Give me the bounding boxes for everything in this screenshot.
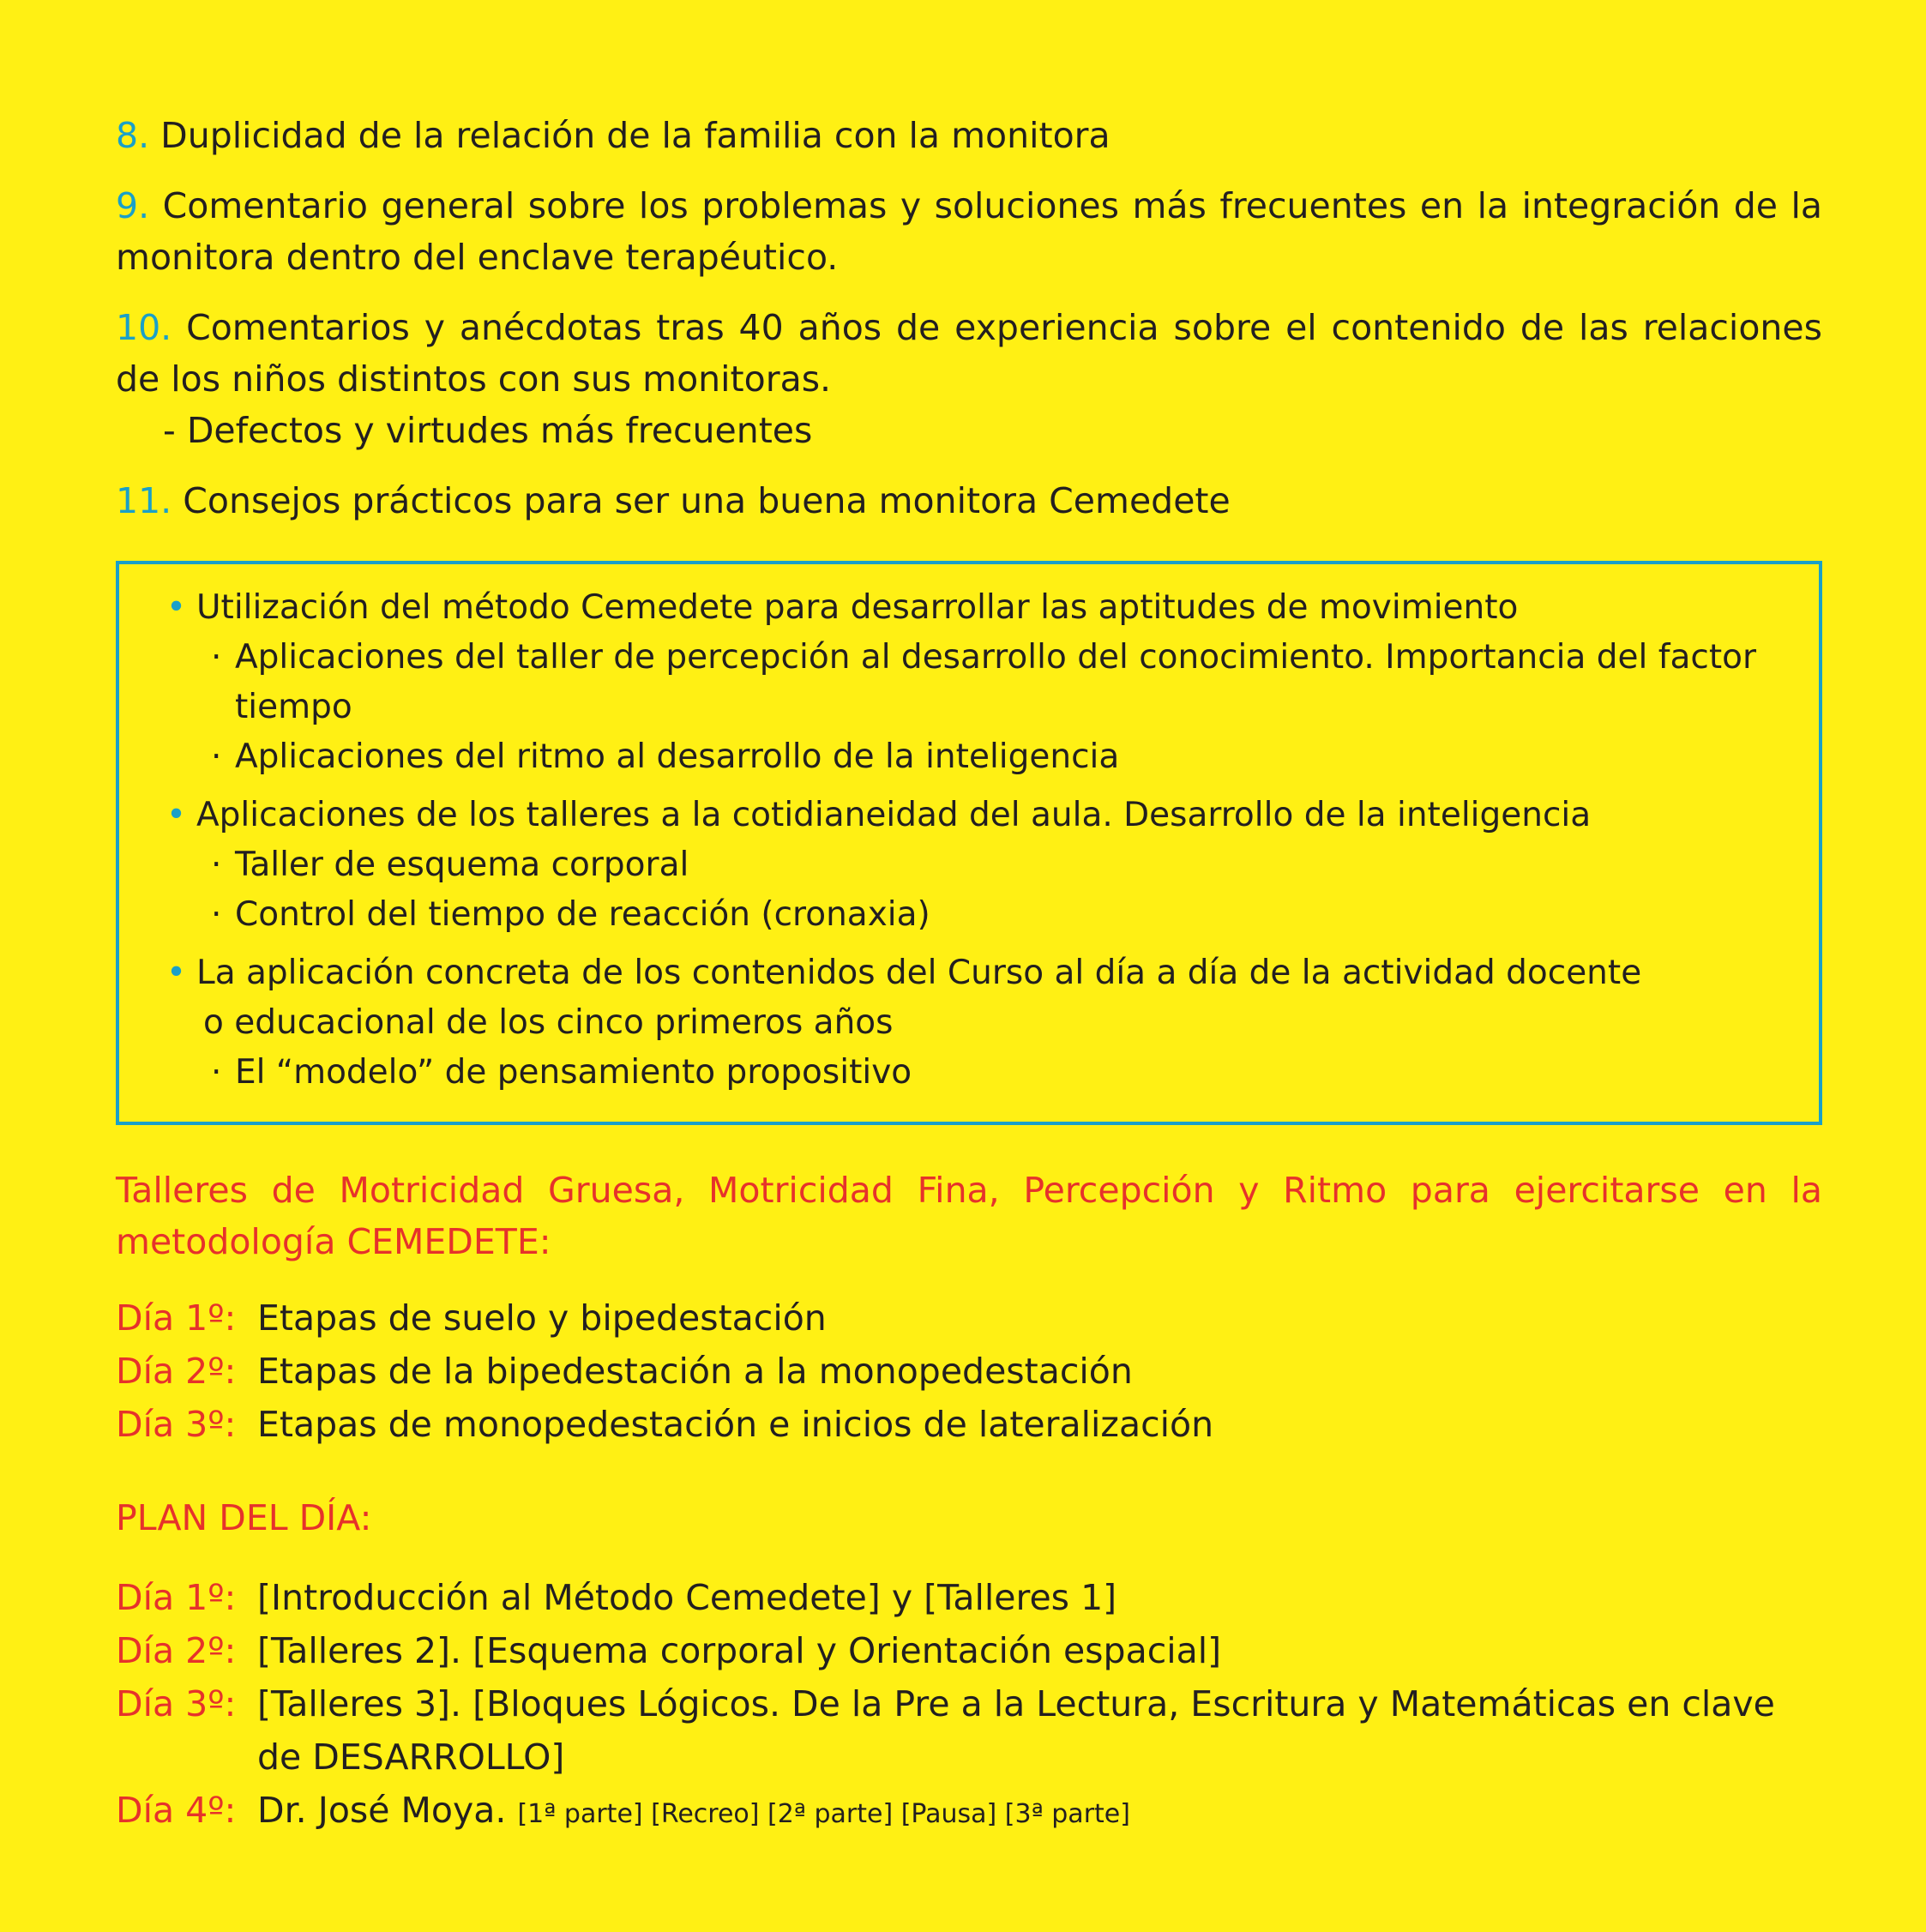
sub-bullet-text: Control del tiempo de reacción (cronaxia) — [235, 895, 930, 934]
day-schedule-note: [1ª parte] [Recreo] [2ª parte] [Pausa] [3ª parte] — [517, 1799, 1130, 1829]
talleres-heading: Talleres de Motricidad Gruesa, Motricidad Fina, Percepción y Ritmo para ejercitarse en la metodología CEMEDETE: — [116, 1170, 1822, 1262]
item-11 — [116, 475, 1822, 527]
sub-bullet-text: Taller de esquema corporal — [235, 846, 689, 884]
sub-bullet-item — [166, 1048, 1785, 1098]
item-text: Consejos prácticos para ser una buena monitora Cemedete — [183, 480, 1231, 521]
document-content — [116, 110, 1822, 1841]
item-9 — [116, 180, 1822, 283]
day-label: Día 1º: — [116, 1297, 237, 1339]
day-text: [Talleres 3]. [Bloques Lógicos. De la Pre a la Lectura, Escritura y Matemáticas en clave de DESARROLLO] — [257, 1683, 1775, 1778]
day-label: Día 1º: — [116, 1577, 237, 1618]
day-label: Día 3º: — [116, 1683, 237, 1724]
day-text: Etapas de monopedestación e inicios de lateralización — [257, 1404, 1214, 1445]
bullet-item — [166, 583, 1785, 633]
middot-icon: · — [211, 1053, 222, 1092]
middot-icon: · — [211, 638, 222, 677]
item-number: 11. — [116, 480, 172, 521]
item-number: 8. — [116, 115, 150, 156]
bullet-item — [166, 948, 1785, 998]
plan-heading: PLAN DEL DÍA: — [116, 1497, 372, 1538]
day-label: Día 2º: — [116, 1351, 237, 1392]
plan-day-4 — [116, 1784, 1822, 1841]
talleres-day-3 — [116, 1398, 1822, 1451]
item-10 — [116, 302, 1822, 405]
day-label: Día 4º: — [116, 1790, 237, 1831]
sub-bullet-item — [166, 633, 1785, 732]
talleres-day-2 — [116, 1345, 1822, 1398]
sub-bullet-text: Aplicaciones del taller de percepción al desarrollo del conocimiento. Importancia del factor tiempo — [235, 638, 1757, 726]
item-10-subpoint: - Defectos y virtudes más frecuentes — [163, 410, 813, 451]
sub-bullet-item — [166, 890, 1785, 940]
item-number: 9. — [116, 185, 150, 226]
bullet-text: La aplicación concreta de los contenidos del Curso al día a día de la actividad docente — [196, 954, 1642, 992]
middot-icon: · — [211, 895, 222, 934]
day-text: [Introducción al Método Cemedete] y [Talleres 1] — [257, 1577, 1117, 1618]
plan-day-2 — [116, 1624, 1822, 1677]
plan-day-3 — [116, 1677, 1822, 1784]
sub-bullet-text: El “modelo” de pensamiento propositivo — [235, 1053, 912, 1092]
bullet-continuation — [166, 998, 1785, 1048]
item-8 — [116, 110, 1822, 161]
middot-icon: · — [211, 846, 222, 884]
middot-icon: · — [211, 737, 222, 776]
sub-bullet-text: Aplicaciones del ritmo al desarrollo de la inteligencia — [235, 737, 1120, 776]
day-text: Dr. José Moya. — [257, 1790, 507, 1831]
bullet-dot-icon: • — [166, 796, 187, 834]
bullet-dot-icon: • — [166, 954, 187, 992]
day-label: Día 3º: — [116, 1404, 237, 1445]
plan-day-1 — [116, 1571, 1822, 1624]
bullet-dot-icon: • — [166, 588, 187, 627]
sub-bullet-item — [166, 732, 1785, 782]
item-text: Duplicidad de la relación de la familia con la monitora — [160, 115, 1110, 156]
bullet-text: o educacional de los cinco primeros años — [203, 1003, 894, 1042]
day-text: Etapas de la bipedestación a la monopedestación — [257, 1351, 1133, 1392]
item-number: 10. — [116, 307, 172, 348]
sub-bullet-item — [166, 840, 1785, 890]
day-label: Día 2º: — [116, 1630, 237, 1671]
day-text: [Talleres 2]. [Esquema corporal y Orientación espacial] — [257, 1630, 1222, 1671]
item-text: Comentarios y anécdotas tras 40 años de experiencia sobre el contenido de las relaciones de los niños distintos con sus monitoras. — [116, 307, 1822, 400]
item-text: Comentario general sobre los problemas y soluciones más frecuentes en la integración de la monitora dentro del enclave terapéutico. — [116, 185, 1822, 278]
bullet-item — [166, 791, 1785, 840]
bullet-text: Aplicaciones de los talleres a la cotidianeidad del aula. Desarrollo de la inteligencia — [196, 796, 1592, 834]
bullet-text: Utilización del método Cemedete para desarrollar las aptitudes de movimiento — [196, 588, 1519, 627]
talleres-day-1 — [116, 1291, 1822, 1345]
day-text: Etapas de suelo y bipedestación — [257, 1297, 827, 1339]
framed-topics-box — [116, 561, 1822, 1125]
